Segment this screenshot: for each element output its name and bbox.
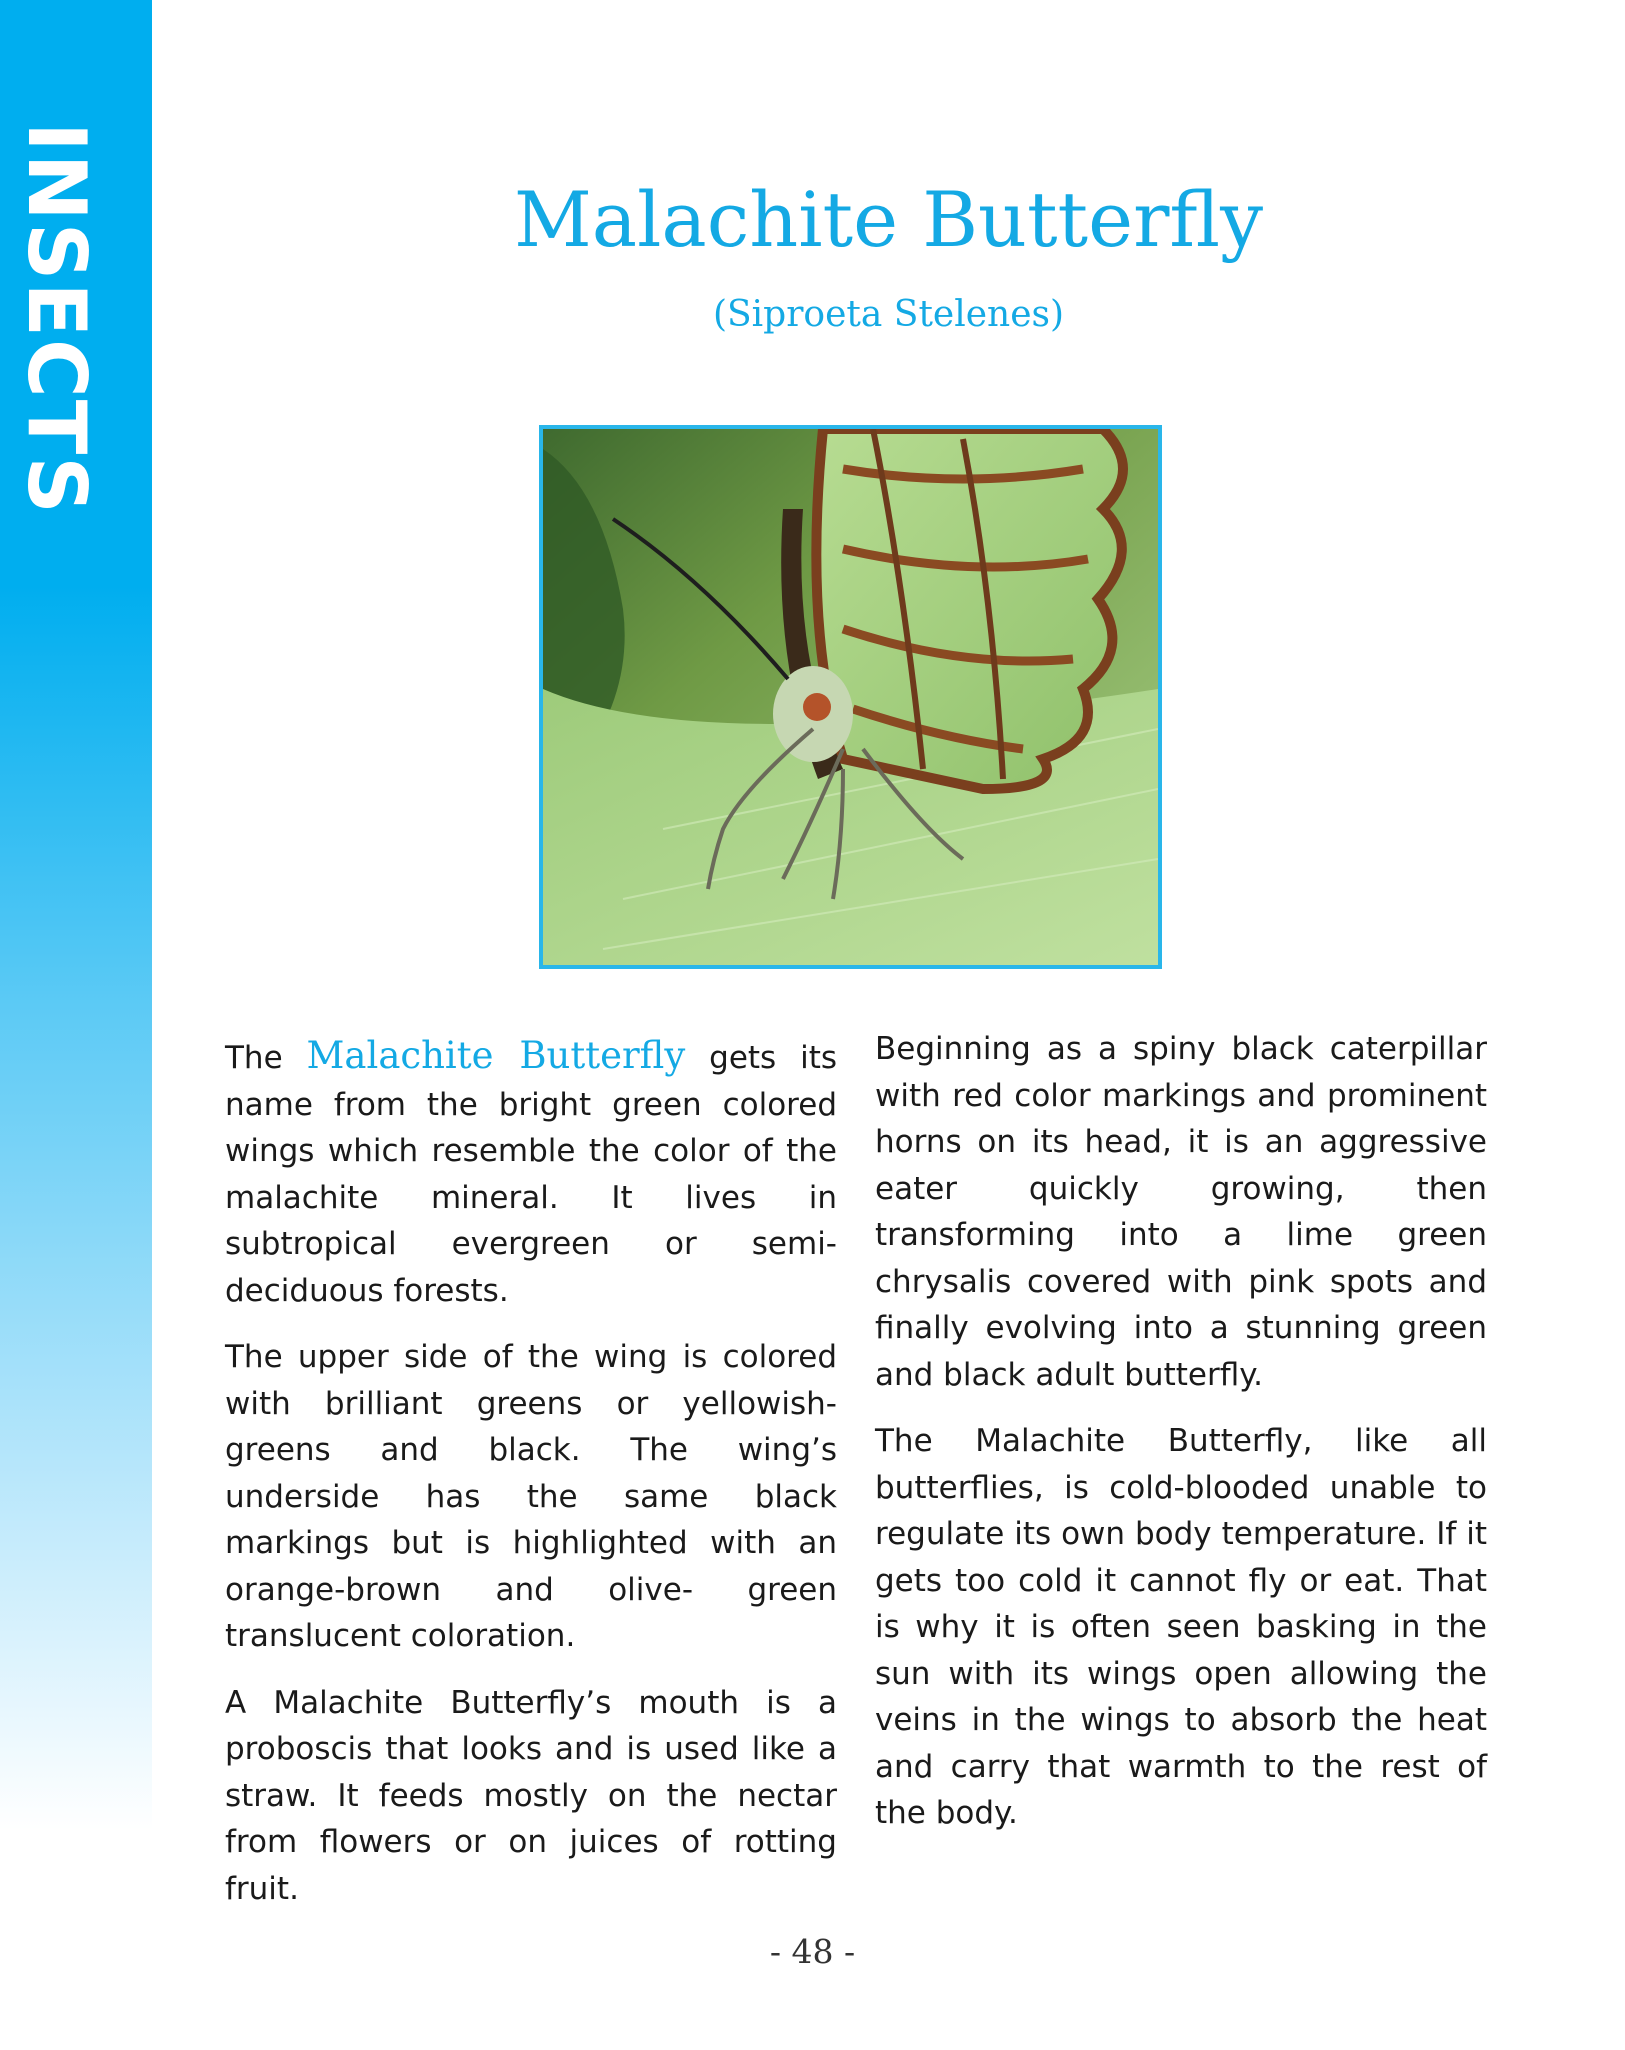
paragraph: The Malachite Butterfly, like all butterflies, is cold-blooded unable to regulate its own body temperature. If it gets too cold it cannot fly or eat. That is why it is often seen basking in the sun with its wings open allowing the veins in the wings to absorb the heat and carry that warmth to the rest of the body. bbox=[875, 1423, 1487, 1831]
section-label: INSECTS bbox=[10, 122, 103, 516]
side-band bbox=[0, 0, 152, 1830]
butterfly-photo bbox=[539, 425, 1162, 969]
paragraph-text: The bbox=[225, 1040, 283, 1076]
text-column-right bbox=[875, 1026, 1487, 1857]
paragraph: A Malachite Butterfly’s mouth is a proboscis that looks and is used like a straw. It feeds mostly on the nectar from flowers or on juices of rotting fruit. bbox=[225, 1684, 837, 1907]
text-column-left bbox=[225, 1033, 837, 1932]
scientific-name: (Siproeta Stelenes) bbox=[712, 294, 1065, 335]
paragraph bbox=[225, 1033, 837, 1314]
highlighted-name: Malachite Butterfly bbox=[306, 1034, 686, 1077]
paragraph-text: gets its name from the bright green colored wings which resemble the color of the malachite mineral. It lives in subtropical evergreen or semi-deciduous forests. bbox=[225, 1040, 837, 1309]
page-number: - 48 - bbox=[769, 1932, 856, 1971]
paragraph: Beginning as a spiny black caterpillar with red color markings and prominent horns on its head, it is an aggressive eater quickly growing, then transforming into a lime green chrysalis covered with pink spots and finally evolving into a stunning green and black adult butterfly. bbox=[875, 1031, 1487, 1393]
page-title: Malachite Butterfly bbox=[513, 175, 1264, 264]
butterfly-illustration bbox=[543, 429, 1158, 965]
paragraph: The upper side of the wing is colored with brilliant greens or yellowish-greens and black. The wing’s underside has the same black markings but is highlighted with an orange-brown and olive- green translucent coloration. bbox=[225, 1339, 837, 1654]
